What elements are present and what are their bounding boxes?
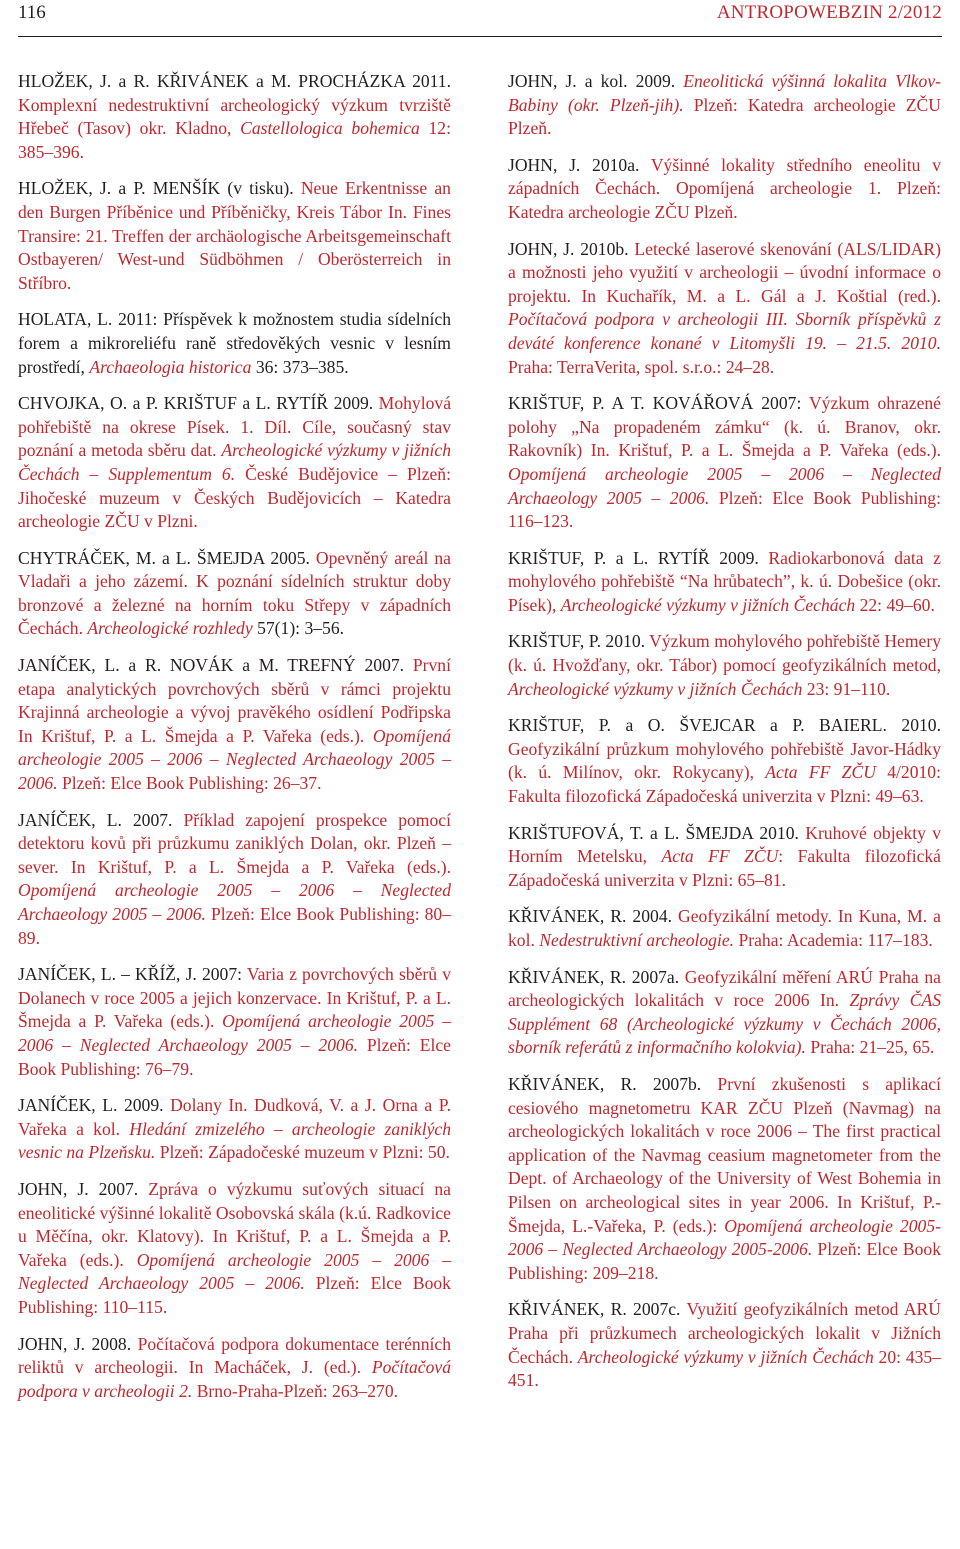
reference-author: JOHN, J. 2010b. <box>508 238 635 259</box>
reference-author: KRIŠTUF, P. a O. ŠVEJCAR a P. BAIERL. 2010. <box>508 715 941 736</box>
header-rule <box>18 36 942 37</box>
reference-author: HLOŽEK, J. a R. KŘIVÁNEK a M. PROCHÁZKA 2011. <box>18 71 451 91</box>
right-column <box>508 70 941 1406</box>
reference-entry <box>508 822 941 893</box>
reference-text: Plzeň: Elce Book Publishing: 76–79. <box>18 1034 451 1079</box>
reference-entry <box>508 905 941 952</box>
reference-text: Příklad zapojení prospekce pomocí detektoru kovů při průzkumu zaniklých Dolan, okr. Plzeň – sever. In Krištuf, P. a L. Šmejda a P. Vařeka (eds.). <box>18 809 451 877</box>
reference-entry <box>508 70 941 141</box>
reference-text: Radiokarbonová data z mohylového pohřebiště “Na hrůbatech”, k. ú. Dobešice (okr. Písek), <box>508 547 941 615</box>
reference-text: Zpráva o výzkumu suťových situací na eneolitické výšinné lokalitě Osobovská skála (k.ú. Radkovice u Měčína, okr. Klatovy). In Krištuf, P. a L. Šmejda a P. Vařeka (eds.). <box>18 1178 451 1270</box>
reference-text: Výzkum mohylového pohřebiště Hemery (k. ú. Hvožďany, okr. Tábor) pomocí geofyzikálních metod, <box>508 631 941 676</box>
reference-author: KŘIVÁNEK, R. 2007b. <box>508 1073 718 1094</box>
reference-text: Varia z povrchových sběrů v Dolanech v roce 2005 a jejich konzervace. In Krištuf, P. a L. Šmejda a P. Vařeka (eds.). <box>18 964 452 1032</box>
reference-entry <box>508 714 941 808</box>
reference-author: 57(1): 3–56. <box>252 618 345 639</box>
reference-entry <box>18 308 451 379</box>
reference-text: 23: 91–110. <box>802 678 891 699</box>
reference-italic: Zprávy ČAS Supplément 68 (Archeologické výzkumy v Čechách 2006, sborník referátů z informačního kolokvia). <box>508 990 941 1058</box>
reference-italic: Opomíjená archeologie 2005-2006 – Neglected Archaeology 2005-2006. <box>508 1215 941 1260</box>
reference-italic: Archeologické rozhledy <box>87 618 253 639</box>
reference-entry <box>508 547 941 618</box>
reference-text: Geofyzikální průzkum mohylového pohřebiště Javor-Hádky (k. ú. Milínov, okr. Rokycany), <box>508 738 941 783</box>
reference-text: Výšinné lokality středního eneolitu v západních Čechách. Opomíjená archeologie 1. Plzeň: Katedra archeologie ZČU Plzeň. <box>508 154 941 222</box>
reference-italic: Acta FF ZČU <box>765 762 876 783</box>
reference-text: České Budějovice – Plzeň: Jihočeské muzeum v Českých Budějovicích – Katedra archeologie ZČU v Plzni. <box>18 463 451 532</box>
reference-italic: Archeologické výzkumy v jižních Čechách <box>577 1346 874 1367</box>
reference-italic: Nedestruktivní archeologie. <box>539 930 735 950</box>
page-header <box>0 0 960 40</box>
reference-text: Plzeň: Západočeské muzeum v Plzni: 50. <box>155 1142 450 1163</box>
reference-author: JANÍČEK, L. 2007. <box>18 809 184 830</box>
reference-text: 12: 385–396. <box>18 118 451 162</box>
reference-text: Letecké laserové skenování (ALS/LIDAR) a možnosti jeho využití v archeologii – úvodní informace o projektu. In Kuchařík, M. a L. Gál a J. Koštial (red.). <box>508 238 941 306</box>
reference-italic: Archeologické výzkumy v jižních Čechách <box>508 678 803 699</box>
reference-author: CHVOJKA, O. a P. KRIŠTUF a L. RYTÍŘ 2009. <box>18 393 379 414</box>
reference-text: 20: 435–451. <box>508 1346 942 1391</box>
reference-text: Geofyzikální metody. In Kuna, M. a kol. <box>508 906 941 950</box>
reference-author: KŘIVÁNEK, R. 2004. <box>508 906 679 927</box>
reference-text: Brno-Praha-Plzeň: 263–270. <box>192 1380 399 1401</box>
reference-author: JOHN, J. 2008. <box>18 1333 138 1354</box>
reference-entry <box>508 1073 941 1285</box>
reference-italic: Archeologické výzkumy v jižních Čechách – Supplementum 6. <box>18 440 452 484</box>
journal-title: ANTROPOWEBZIN 2/2012 <box>716 2 942 23</box>
reference-text: Dolany In. Dudková, V. a J. Orna a P. Vařeka a kol. <box>18 1095 451 1139</box>
reference-italic: Castellologica bohemica <box>240 118 420 139</box>
reference-text: Plzeň: Elce Book Publishing: 209–218. <box>508 1239 941 1283</box>
reference-italic: Hledání zmizelého – archeologie zaniklých vesnic na Plzeňsku. <box>18 1118 451 1163</box>
reference-entry <box>18 963 451 1081</box>
reference-text: Plzeň: Elce Book Publishing: 80–89. <box>18 904 452 948</box>
reference-author: KRIŠTUF, P. 2010. <box>508 631 650 652</box>
reference-text: Plzeň: Elce Book Publishing: 110–115. <box>18 1273 451 1317</box>
reference-text: První etapa analytických povrchových sběrů v rámci projektu Krajinná archeologie a vývoj pravěkého osídlení Podřipska In Krištuf, P. a L. Šmejda a P. Vařeka (eds.). <box>18 655 451 746</box>
reference-italic: Počítačová podpora v archeologii 2. <box>18 1357 451 1401</box>
reference-text: Využití geofyzikálních metod ARÚ Praha při průzkumech archeologických lokalit v Jižních Čechách. <box>508 1299 941 1367</box>
reference-text: Výzkum ohrazené polohy „Na propadeném zámku“ (k. ú. Branov, okr. Rakovník) In. Krištuf, P. a L. Šmejda a P. Vařeka (eds.). <box>508 393 941 461</box>
reference-text: Praha: TerraVerita, spol. s.r.o.: 24–28. <box>508 356 775 377</box>
reference-text: Praha: 21–25, 65. <box>805 1037 935 1058</box>
reference-entry <box>508 238 941 380</box>
reference-text: Kruhové objekty v Horním Metelsku, <box>508 822 941 867</box>
reference-author: HLOŽEK, J. a P. MENŠÍK (v tisku). <box>18 178 301 199</box>
reference-text: Neue Erkentnisse an den Burgen Příběnice und Příběničky, Kreis Tábor In. Fines Transire: 21. Treffen der archäologische Arbeitsgemeinschaft Ostbayeren/ West-und Südböhmen / Oberösterreich in Stříbro. <box>18 178 451 293</box>
reference-author: 36: 373–385. <box>251 356 349 377</box>
reference-italic: Acta FF ZČU <box>661 846 779 867</box>
reference-author: JOHN, J. a kol. 2009. <box>508 71 684 91</box>
reference-italic: Opomíjená archeologie 2005 – 2006 – Neglected Archaeology 2005 – 2006. <box>18 725 451 794</box>
reference-author: KŘIVÁNEK, R. 2007a. <box>508 966 685 987</box>
reference-italic: Počítačová podpora v archeologii III. Sborník příspěvků z deváté konference konané v Litomyšli 19. – 21.5. 2010. <box>508 309 941 353</box>
reference-author: KRIŠTUF, P. a L. RYTÍŘ 2009. <box>508 547 769 568</box>
reference-italic: Opomíjená archeologie 2005 – 2006 – Neglected Archaeology 2005 – 2006. <box>508 463 941 508</box>
reference-author: JOHN, J. 2010a. <box>508 154 651 175</box>
reference-italic: Opomíjená archeologie 2005 – 2006 – Neglected Archaeology 2005 – 2006. <box>18 1011 451 1055</box>
reference-text: Plzeň: Elce Book Publishing: 26–37. <box>57 773 322 794</box>
reference-entry <box>18 547 451 641</box>
reference-entry <box>18 654 451 796</box>
reference-text: Geofyzikální měření ARÚ Praha na archeologických lokalitách v roce 2006 In. <box>508 966 941 1011</box>
left-column <box>18 70 451 1416</box>
reference-text: Komplexní nedestruktivní archeologický výzkum tvrziště Hřebeč (Tasov) okr. Kladno, <box>18 94 451 139</box>
reference-author: KRIŠTUFOVÁ, T. a L. ŠMEJDA 2010. <box>508 822 806 843</box>
reference-italic: Archeologické výzkumy v jižních Čechách <box>560 594 856 615</box>
reference-entry <box>508 966 941 1060</box>
reference-text: Opevněný areál na Vladaři a jeho zázemí. K poznání sídelních struktur doby bronzové a železné na horním toku Střepy v západních Čechách. <box>18 547 451 639</box>
reference-text: : Fakulta filozofická Západočeská univerzita v Plzni: 65–81. <box>508 846 941 890</box>
reference-entry <box>18 1094 451 1165</box>
reference-entry <box>18 809 451 951</box>
reference-author: JANÍČEK, L. a R. NOVÁK a M. TREFNÝ 2007. <box>18 655 413 676</box>
reference-text: Počítačová podpora dokumentace terénních reliktů v archeologii. In Macháček, J. (ed.). <box>18 1333 452 1378</box>
reference-text: Plzeň: Katedra archeologie ZČU Plzeň. <box>508 94 942 139</box>
reference-entry <box>508 392 941 534</box>
reference-entry <box>18 1333 451 1404</box>
reference-text: Praha: Academia: 117–183. <box>734 930 933 950</box>
reference-entry <box>508 1298 941 1392</box>
reference-author: HOLATA, L. <box>18 309 118 330</box>
reference-text: 4/2010: Fakulta filozofická Západočeská univerzita v Plzni: 49–63. <box>508 762 941 807</box>
reference-author: JOHN, J. 2007. <box>18 1178 149 1199</box>
reference-text: Plzeň: Elce Book Publishing: 116–123. <box>508 487 941 532</box>
page-number: 116 <box>18 2 46 23</box>
reference-text: Mohylová pohřebiště na okrese Písek. 1. Díl. Cíle, současný stav poznání a metoda sběru dat. <box>18 393 451 461</box>
reference-author: KŘIVÁNEK, R. 2007c. <box>508 1299 687 1320</box>
reference-italic: Eneolitická výšinná lokalita Vlkov-Babiny (okr. Plzeň-jih). <box>508 71 942 115</box>
reference-author: CHYTRÁČEK, M. a L. ŠMEJDA 2005. <box>18 547 316 568</box>
reference-entry <box>508 154 941 225</box>
reference-italic: Opomíjená archeologie 2005 – 2006 – Neglected Archaeology 2005 – 2006. <box>18 1249 452 1294</box>
reference-italic: Opomíjená archeologie 2005 – 2006 – Neglected Archaeology 2005 – 2006. <box>18 880 451 924</box>
reference-entry <box>18 392 451 534</box>
reference-entry <box>508 630 941 701</box>
reference-text: První zkušenosti s aplikací cesiového magnetometru KAR ZČU Plzeň (Navmag) na archeologických lokalitách v roce 2006 – The first practical application of the Navmag ceasium magnetometer from the Dept. of Archaeology of the University of West Bohemia in Pilsen on archeological sites in year 2006. In Krištuf, P.-Šmejda, L.-Vařeka, P. (eds.): <box>508 1073 941 1236</box>
reference-entry <box>18 177 451 295</box>
reference-author: 2011: Příspěvek k možnostem studia sídelních forem a mikroreliéfu raně středověkých vesnic v lesním prostředí, <box>18 309 451 377</box>
reference-entry <box>18 1178 451 1320</box>
reference-text: 22: 49–60. <box>855 594 935 615</box>
reference-author: JANÍČEK, L. 2009. <box>18 1095 171 1116</box>
reference-italic: Archaeologia historica <box>89 356 252 377</box>
reference-author: KRIŠTUF, P. A T. KOVÁŘOVÁ 2007: <box>508 393 809 414</box>
reference-author: JANÍČEK, L. – KŘÍŽ, J. 2007: <box>18 964 247 985</box>
reference-entry <box>18 70 451 164</box>
